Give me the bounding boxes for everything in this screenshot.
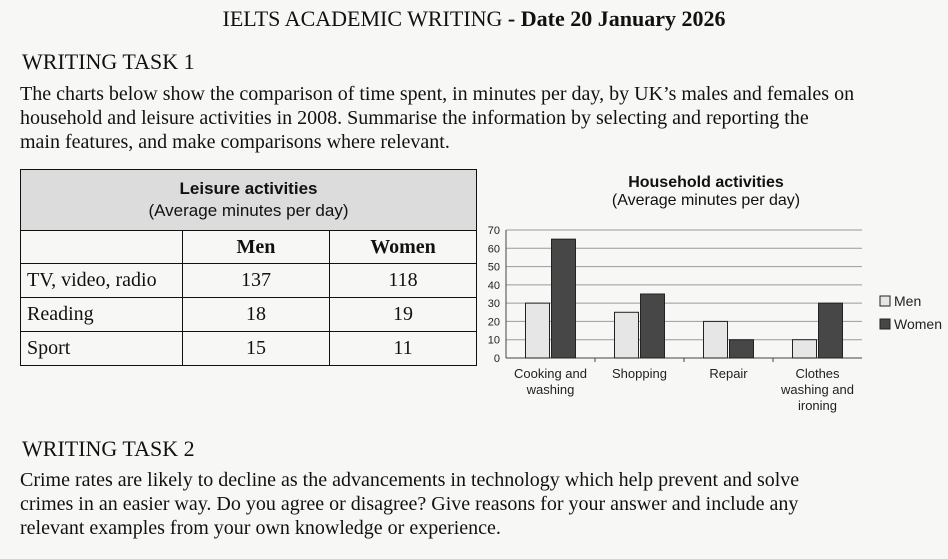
exam-title: IELTS ACADEMIC WRITING [222,6,503,31]
y-tick-label: 20 [487,316,500,329]
x-category-label: Cooking and [514,366,587,381]
table-row [21,332,477,366]
x-category-label: Repair [709,366,748,381]
task1-prompt-line: main features, and make comparisons where relevant. [20,131,450,153]
x-category-label: washing and [781,382,854,397]
bar-men [526,303,550,358]
y-tick-label: 70 [487,225,500,237]
bar-women [641,294,665,358]
legend-swatch-women [880,319,890,329]
task2-prompt-line: Crime rates are likely to decline as the advancements in technology which help prevent and solve [20,469,800,491]
household-chart-heading [560,174,852,210]
activity-cell: Reading [21,298,183,332]
column-header-women: Women [330,231,477,264]
household-chart-subtitle: (Average minutes per day) [611,192,801,209]
household-chart-title: Household activities [628,174,784,191]
y-tick-label: 30 [487,298,500,311]
y-tick-label: 40 [487,279,500,292]
bar-men [615,312,639,358]
bar-women [730,340,754,358]
task1-prompt-line: The charts below show the comparison of time spent, in minutes per day, by UK’s males and females on [20,83,855,105]
bar-women [819,303,843,358]
men-cell: 137 [183,264,330,298]
y-tick-label: 50 [487,261,500,274]
bar-men [793,340,817,358]
leisure-table [20,169,476,366]
task1-prompt [20,82,854,154]
leisure-table-title: Leisure activities [179,179,318,198]
bar-women [552,239,576,358]
page-header [0,6,948,32]
task1-heading: WRITING TASK 1 [22,49,195,74]
women-cell: 19 [330,298,477,332]
column-header-blank [21,231,183,264]
task2-prompt [20,468,799,540]
y-tick-label: 10 [487,334,500,347]
task2-heading: WRITING TASK 2 [22,436,195,461]
legend-label-men: Men [894,293,922,309]
x-category-label: Clothes [795,366,840,381]
legend-label-women: Women [894,316,942,332]
table-row [21,298,477,332]
x-category-label: ironing [797,398,838,413]
leisure-table-subtitle: (Average minutes per day) [148,201,349,220]
y-tick-label: 0 [493,353,500,365]
task2-prompt-line: crimes in an easier way. Do you agree or disagree? Give reasons for your answer and include any [20,493,799,515]
y-tick-label: 60 [487,243,500,256]
x-category-label: washing [526,382,575,397]
leisure-table-caption [21,170,477,231]
task2-prompt-line: relevant examples from your own knowledge or experience. [20,517,501,539]
task1-prompt-line: household and leisure activities in 2008. Summarise the information by selecting and reporting the [20,107,809,129]
activity-cell: TV, video, radio [21,264,183,298]
men-cell: 15 [183,332,330,366]
men-cell: 18 [183,298,330,332]
x-category-label: Shopping [612,366,667,381]
women-cell: 11 [330,332,477,366]
activity-cell: Sport [21,332,183,366]
legend-swatch-men [880,296,890,306]
women-cell: 118 [330,264,477,298]
column-header-men: Men [183,231,330,264]
bar-men [704,321,728,358]
household-bar-chart [470,222,948,422]
table-row [21,264,477,298]
exam-date: - Date 20 January 2026 [507,6,726,31]
